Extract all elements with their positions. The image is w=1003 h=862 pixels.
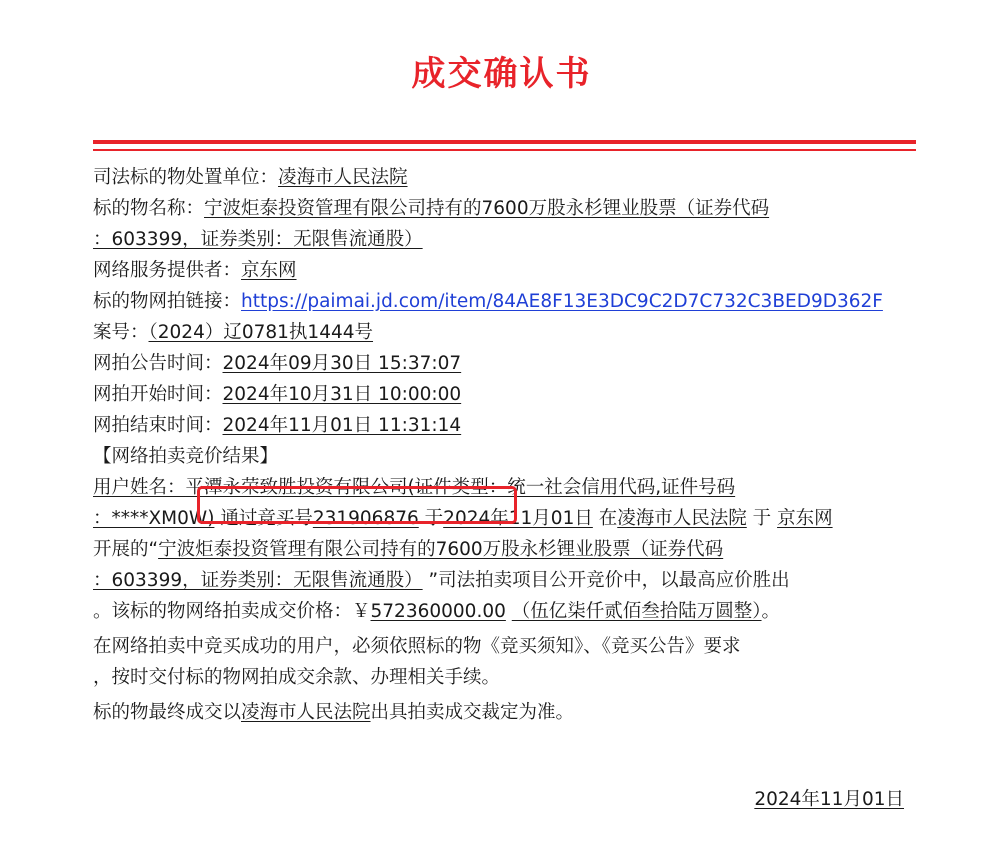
in-text: 在 <box>598 508 618 529</box>
title-rule-thick <box>93 140 916 144</box>
item-name-row <box>93 193 913 224</box>
court-value: 凌海市人民法院 <box>278 167 408 188</box>
price-row <box>93 596 913 627</box>
result-heading <box>93 441 913 472</box>
conduct-prefix: 开展的“ <box>93 539 159 560</box>
item-name-value-line2: ：603399，证券类别：无限售流通股） <box>93 229 423 250</box>
notice-line1: 在网络拍卖中竞买成功的用户，必须依照标的物《竞买须知》、《竞买公告》要求 <box>93 636 741 657</box>
result-heading-text: 【网络拍卖竞价结果】 <box>93 446 279 467</box>
user-name-highlight-box <box>197 486 517 524</box>
provider-row <box>93 255 913 286</box>
notice-row-1 <box>93 631 913 662</box>
footer-date: 2024年11月01日 <box>754 789 904 810</box>
price-prefix: 。该标的物网络拍卖成交价格：￥ <box>93 601 371 622</box>
user-cert-line2: ：****XM0W) <box>93 508 215 529</box>
final-suffix: 出具拍卖成交裁定为准。 <box>370 702 575 723</box>
announce-row <box>93 348 913 379</box>
price-value: 572360000.00 <box>370 601 506 622</box>
bid-number: 231906876 <box>312 508 419 529</box>
bid-platform: 京东网 <box>777 508 833 529</box>
case-row <box>93 317 913 348</box>
notice-line2: ，按时交付标的物网拍成交余款、办理相关手续。 <box>93 667 501 688</box>
end-value: 2024年11月01日 11:31:14 <box>222 415 462 436</box>
via-bid-text: 通过竞买号 <box>220 508 313 529</box>
user-label: 用户姓名： <box>93 477 186 498</box>
user-cert-line1: (证件类型：统一社会信用代码,证件号码 <box>407 477 736 498</box>
case-label: 案号： <box>93 322 149 343</box>
announce-value: 2024年09月30日 15:37:07 <box>222 353 462 374</box>
title-rule-thin <box>93 149 916 151</box>
result-item-line1: 宁波炬泰投资管理有限公司持有的7600万股永杉锂业股票（证券代码 <box>158 539 724 560</box>
link-row <box>93 286 913 317</box>
announce-label: 网拍公告时间： <box>93 353 223 374</box>
at-text: 于 <box>424 508 444 529</box>
start-row <box>93 379 913 410</box>
start-label: 网拍开始时间： <box>93 384 223 405</box>
item-name-value-line1: 宁波炬泰投资管理有限公司持有的7600万股永杉锂业股票（证券代码 <box>204 198 770 219</box>
price-upper: （伍亿柒仟贰佰叁拾陆万圆整） <box>511 601 762 622</box>
bid-court: 凌海市人民法院 <box>617 508 747 529</box>
price-end: 。 <box>761 601 781 622</box>
conduct-row-2 <box>93 565 913 596</box>
conduct-row <box>93 534 913 565</box>
provider-label: 网络服务提供者： <box>93 260 242 281</box>
start-value: 2024年10月31日 10:00:00 <box>222 384 462 405</box>
auction-link[interactable]: https://paimai.jd.com/item/84AE8F13E3DC9C2D7C732C3BED9D362F <box>241 291 883 312</box>
document-title: 成交确认书 <box>411 54 592 94</box>
court-label: 司法标的物处置单位： <box>93 167 279 188</box>
final-prefix: 标的物最终成交以 <box>93 702 242 723</box>
item-name-row-2 <box>93 224 913 255</box>
link-label: 标的物网拍链接： <box>93 291 242 312</box>
end-row <box>93 410 913 441</box>
item-name-label: 标的物名称： <box>93 198 205 219</box>
bid-date: 2024年11月01日 <box>443 508 593 529</box>
user-name: 平潭永荣致胜投资有限公司 <box>185 477 408 498</box>
court-row <box>93 162 913 193</box>
at2-text: 于 <box>752 508 772 529</box>
end-label: 网拍结束时间： <box>93 415 223 436</box>
notice-row-2 <box>93 662 913 693</box>
result-item-line2: ：603399，证券类别：无限售流通股） <box>93 570 423 591</box>
item-suffix: ”司法拍卖项目公开竞价中，以最高应价胜出 <box>428 570 790 591</box>
final-row <box>93 697 913 728</box>
final-court: 凌海市人民法院 <box>241 702 371 723</box>
provider-value: 京东网 <box>241 260 297 281</box>
document-body <box>93 162 913 728</box>
case-value: （2024）辽0781执1444号 <box>148 322 374 343</box>
